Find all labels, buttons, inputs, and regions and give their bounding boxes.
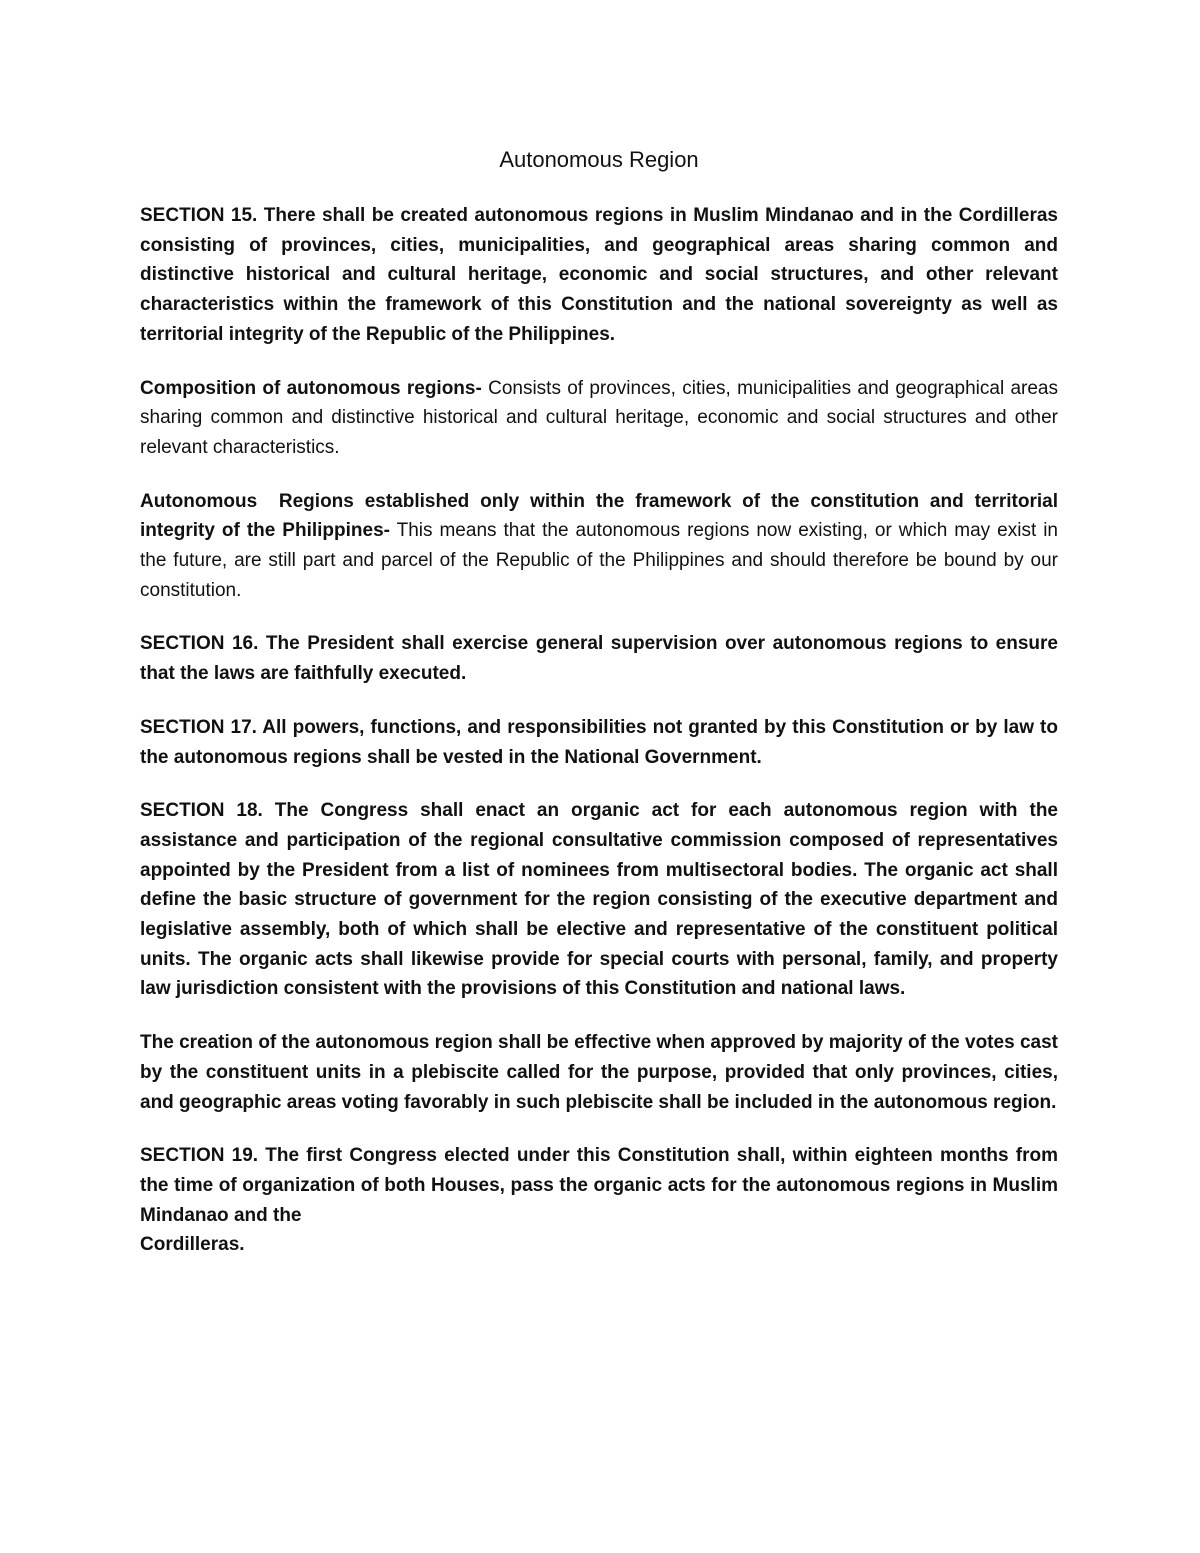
section-17	[140, 713, 1058, 772]
framework-text: This means that the autonomous regions now existing, or which may exist in the future, are still part and parcel of the Republic of the Philippines and should therefore be bound by our constitution.	[140, 520, 1058, 601]
section-19-text: The first Congress elected under this Constitution shall, within eighteen months from the time of organization of both Houses, pass the organic acts for the autonomous regions in Muslim Mindanao and the	[140, 1145, 1058, 1226]
section-19	[140, 1141, 1058, 1260]
composition-heading: Composition of autonomous regions-	[140, 377, 482, 399]
section-19-tail: Cordilleras.	[140, 1234, 245, 1256]
section-15-text: There shall be created autonomous regions in Muslim Mindanao and in the Cordilleras consisting of provinces, cities, municipalities, and geographical areas sharing common and distinctive historical and cultural heritage, economic and social structures, and other relevant characteristics within the framework of this Constitution and the national sovereignty as well as territorial integrity of the Republic of the Philippines.	[140, 205, 1058, 345]
section-19-label: SECTION 19.	[140, 1145, 259, 1167]
section-18	[140, 796, 1058, 1004]
framework-heading: Autonomous Regions established only within the framework of the constitution and territorial integrity of the Philippines-	[140, 490, 1064, 542]
section-18-label: SECTION 18.	[140, 800, 263, 822]
section-16-label: SECTION 16.	[140, 633, 259, 655]
composition-text: Consists of provinces, cities, municipalities and geographical areas sharing common and distinctive historical and cultural heritage, economic and social structures and other relevant characteristics.	[140, 377, 1058, 458]
section-17-label: SECTION 17.	[140, 716, 257, 738]
section-17-text: All powers, functions, and responsibilities not granted by this Constitution or by law to the autonomous regions shall be vested in the National Government.	[140, 716, 1058, 768]
section-15	[140, 201, 1058, 350]
section-18-text: The Congress shall enact an organic act for each autonomous region with the assistance and participation of the regional consultative commission composed of representatives appointed by the President from a list of nominees from multisectoral bodies. The organic act shall define the basic structure of government for the region consisting of the executive department and legislative assembly, both of which shall be elective and representative of the constituent political units. The organic acts shall likewise provide for special courts with personal, family, and property law jurisdiction consistent with the provisions of this Constitution and national laws.	[140, 800, 1058, 1000]
framework-paragraph	[140, 487, 1064, 606]
section-16-text: The President shall exercise general supervision over autonomous regions to ensure that the laws are faithfully executed.	[140, 633, 1058, 685]
section-15-label: SECTION 15.	[140, 205, 258, 226]
creation-paragraph: The creation of the autonomous region shall be effective when approved by majority of the votes cast by the constituent units in a plebiscite called for the purpose, provided that only provinces, cities, and geographic areas voting favorably in such plebiscite shall be included in the autonomous region.	[140, 1032, 1058, 1113]
section-16	[140, 629, 1058, 688]
document-title: Autonomous Region	[499, 147, 699, 172]
composition-paragraph	[140, 374, 1058, 463]
document-page	[140, 143, 1064, 1284]
